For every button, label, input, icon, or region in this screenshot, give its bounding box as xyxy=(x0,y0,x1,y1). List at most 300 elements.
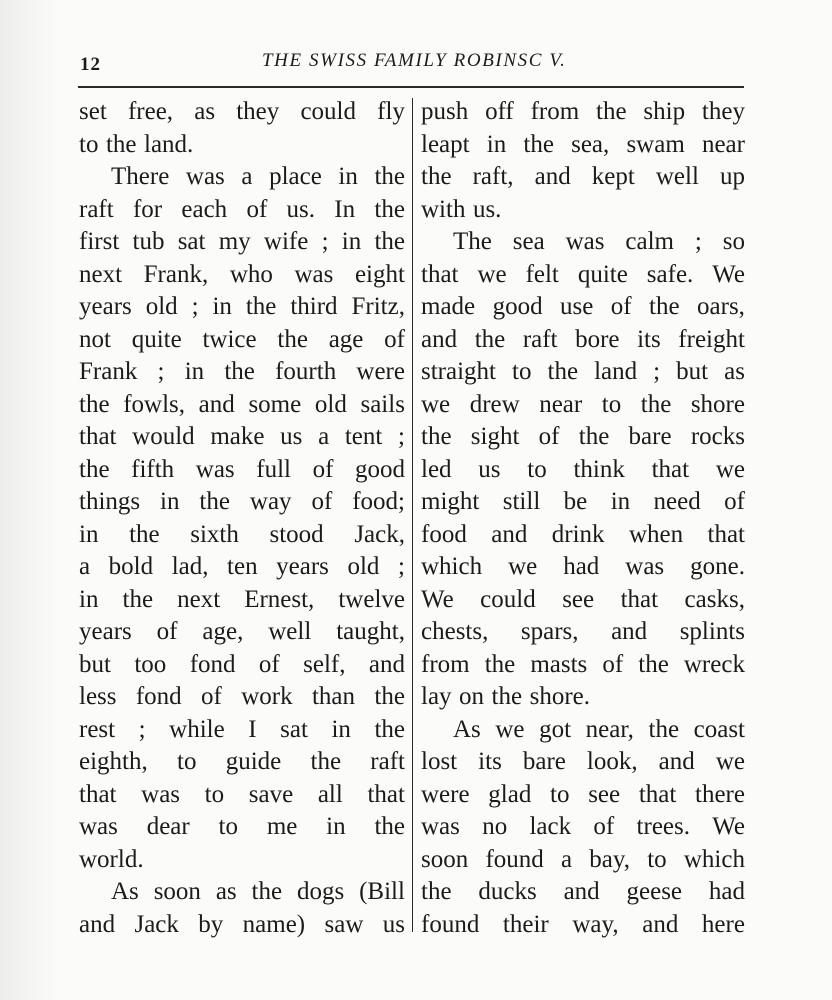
word: the xyxy=(374,228,405,255)
word: rest xyxy=(79,715,116,743)
word: to xyxy=(204,780,225,808)
word: the xyxy=(374,163,405,190)
word: be xyxy=(563,488,588,515)
word: we xyxy=(715,455,745,483)
word: use xyxy=(560,293,594,320)
word: ; xyxy=(138,715,146,743)
word: food xyxy=(421,520,467,548)
word: lack xyxy=(529,813,572,840)
word: was xyxy=(141,780,181,808)
word: led xyxy=(421,455,452,483)
word: was xyxy=(294,260,334,288)
word: was xyxy=(565,228,605,255)
word: which xyxy=(683,845,745,873)
word: felt xyxy=(525,260,559,288)
word: would xyxy=(132,423,195,450)
word: The xyxy=(453,228,492,255)
word: of xyxy=(312,455,334,483)
word: was xyxy=(79,813,118,840)
word: bay, xyxy=(589,845,631,873)
word: the xyxy=(245,293,277,320)
word: ; xyxy=(397,553,405,580)
word: near, xyxy=(585,715,634,743)
word: the xyxy=(310,748,342,775)
text-line xyxy=(421,226,745,259)
word: bold xyxy=(108,553,154,580)
word: third xyxy=(290,293,338,320)
word: the xyxy=(199,488,230,515)
text-line xyxy=(421,746,745,779)
word: was xyxy=(195,455,235,483)
text-line xyxy=(421,161,745,194)
word: glad xyxy=(488,780,532,808)
text-line xyxy=(421,356,745,389)
word: masts xyxy=(530,650,588,678)
word: things xyxy=(79,488,141,515)
word: was xyxy=(421,813,460,840)
word: good xyxy=(492,293,543,320)
text-line xyxy=(79,389,405,422)
word: the xyxy=(421,163,452,190)
text-line xyxy=(79,779,405,812)
text-line xyxy=(79,681,405,714)
word: age, xyxy=(202,618,244,645)
word: the xyxy=(484,650,516,678)
word: found xyxy=(485,845,544,873)
word: that xyxy=(421,260,459,288)
word: twice xyxy=(202,325,257,353)
word: to xyxy=(177,748,197,775)
word: We xyxy=(712,813,745,840)
word: us xyxy=(478,455,501,483)
word: Jack xyxy=(134,910,179,938)
word: still xyxy=(502,488,541,515)
word: was xyxy=(185,163,225,190)
word: of xyxy=(384,325,405,353)
word: the xyxy=(638,650,669,678)
word: wreck xyxy=(683,650,745,678)
word: Frank xyxy=(79,358,138,385)
word: in xyxy=(331,715,351,743)
right-text-column xyxy=(421,96,745,941)
text-line xyxy=(421,649,745,682)
word: while xyxy=(169,715,225,743)
word: a xyxy=(560,845,573,873)
word: think xyxy=(573,455,625,483)
word: sea, xyxy=(571,130,610,158)
word: free, xyxy=(127,98,174,125)
word: soon xyxy=(153,878,201,905)
word: and xyxy=(563,878,600,905)
word: in xyxy=(341,228,362,255)
word: each xyxy=(181,195,228,223)
word: ; xyxy=(398,423,405,450)
text-line xyxy=(421,96,745,129)
text-line xyxy=(421,909,745,942)
word: and xyxy=(491,520,528,548)
word: old xyxy=(145,293,178,320)
word: and xyxy=(658,748,695,775)
word: years xyxy=(276,553,329,580)
word: lost xyxy=(421,748,458,775)
page-edge-shadow xyxy=(0,0,60,1000)
word: twelve xyxy=(338,585,405,613)
word: geese xyxy=(626,878,683,905)
word: and xyxy=(534,163,571,190)
word: set xyxy=(79,98,107,125)
text-line xyxy=(79,519,405,552)
word: a xyxy=(241,163,253,190)
word: the xyxy=(374,683,405,710)
page-number: 12 xyxy=(80,54,101,75)
text-line xyxy=(421,844,745,877)
word: here xyxy=(701,910,745,938)
word: ; xyxy=(653,358,661,385)
word: the xyxy=(79,455,110,483)
word: some xyxy=(248,390,302,418)
text-line xyxy=(79,454,405,487)
text-line xyxy=(421,616,745,649)
word: look, xyxy=(586,748,638,775)
word: so xyxy=(722,228,745,255)
word: world. xyxy=(79,845,144,873)
word: than xyxy=(311,683,356,710)
word: We xyxy=(712,260,745,288)
word: ducks xyxy=(478,878,537,905)
word: age xyxy=(328,325,364,353)
word: me xyxy=(266,813,298,840)
text-line xyxy=(421,876,745,909)
word: self, xyxy=(303,650,346,678)
word: Jack, xyxy=(354,520,405,548)
word: of xyxy=(602,650,624,678)
text-line xyxy=(79,259,405,292)
word: bore xyxy=(575,325,620,353)
word: that xyxy=(707,520,745,548)
text-line xyxy=(421,519,745,552)
word: ten xyxy=(227,553,258,580)
word: way, xyxy=(572,910,619,938)
word: in xyxy=(160,488,180,515)
left-text-column xyxy=(79,96,405,941)
word: the xyxy=(421,878,452,905)
word: who xyxy=(229,260,273,288)
word: wife xyxy=(263,228,309,255)
word: as xyxy=(724,358,745,385)
word: dear xyxy=(146,813,190,840)
word: of xyxy=(201,683,222,710)
text-line xyxy=(421,389,745,422)
text-line xyxy=(421,551,745,584)
text-line xyxy=(79,649,405,682)
word: of xyxy=(156,618,178,645)
word: gone. xyxy=(690,553,745,580)
text-line xyxy=(421,779,745,812)
word: raft xyxy=(522,325,558,353)
word: on xyxy=(459,683,485,710)
text-line xyxy=(421,681,745,714)
word: trees. xyxy=(636,813,690,840)
word: the xyxy=(578,423,610,450)
word: save xyxy=(248,780,294,808)
word: safe. xyxy=(646,260,694,288)
text-line xyxy=(421,259,745,292)
text-line xyxy=(421,714,745,747)
word: and xyxy=(642,910,679,938)
word: as xyxy=(215,878,237,905)
word: swam xyxy=(626,130,685,158)
word: the xyxy=(277,325,308,353)
word: well xyxy=(268,618,312,645)
word: and xyxy=(611,618,648,645)
word: food; xyxy=(352,488,405,515)
word: and xyxy=(368,650,405,678)
word: name) xyxy=(242,910,306,938)
word: that xyxy=(651,455,690,483)
word: chests, xyxy=(421,618,489,645)
word: fourth xyxy=(275,358,337,385)
word: might xyxy=(421,488,480,515)
word: years xyxy=(79,618,132,645)
word: tub xyxy=(132,228,165,255)
word: and xyxy=(421,325,458,353)
word: they xyxy=(701,98,745,125)
word: well xyxy=(655,163,699,190)
word: Ernest, xyxy=(244,585,315,613)
word: that xyxy=(638,780,677,808)
word: place xyxy=(269,163,322,190)
word: as xyxy=(194,98,216,125)
word: the xyxy=(596,98,627,125)
word: we xyxy=(715,748,745,775)
word: raft xyxy=(79,195,114,223)
word: quite xyxy=(577,260,628,288)
word: to xyxy=(79,130,99,158)
word: kept xyxy=(591,163,635,190)
word: We xyxy=(421,585,454,613)
word: good xyxy=(355,455,405,483)
word: found xyxy=(421,910,480,938)
text-line xyxy=(421,811,745,844)
text-line xyxy=(79,486,405,519)
word: but xyxy=(676,358,709,385)
word: sixth xyxy=(190,520,239,548)
word: next xyxy=(177,585,221,613)
column-divider xyxy=(412,98,413,932)
word: sat xyxy=(177,228,206,255)
running-head: THE SWISS FAMILY ROBINSC V. xyxy=(262,50,567,71)
word: from xyxy=(421,650,470,678)
text-line xyxy=(79,226,405,259)
word: guide xyxy=(225,748,282,775)
word: of xyxy=(311,488,333,515)
word: the xyxy=(79,390,110,418)
word: made xyxy=(421,293,476,320)
text-line xyxy=(79,161,405,194)
word: the xyxy=(374,813,405,840)
word: had xyxy=(708,878,745,905)
word: straight xyxy=(421,358,496,385)
word: eight xyxy=(354,260,405,288)
word: that xyxy=(79,423,117,450)
word: to xyxy=(647,845,667,873)
word: with xyxy=(421,195,466,223)
word: got xyxy=(539,715,572,743)
text-line xyxy=(79,194,405,227)
word: in xyxy=(326,813,346,840)
word: in xyxy=(338,163,358,190)
word: lad, xyxy=(171,553,209,580)
word: Fritz, xyxy=(351,293,405,320)
word: sat xyxy=(280,715,308,743)
word: freight xyxy=(678,325,745,353)
word: us xyxy=(382,910,405,938)
word: by xyxy=(198,910,224,938)
word: they xyxy=(236,98,280,125)
word: no xyxy=(482,813,508,840)
word: could xyxy=(300,98,356,125)
word: the xyxy=(547,358,579,385)
word: soon xyxy=(421,845,469,873)
word: near xyxy=(701,130,745,158)
word: drew xyxy=(469,390,520,418)
text-line xyxy=(79,616,405,649)
word: to xyxy=(527,455,547,483)
word: fly xyxy=(377,98,405,125)
word: old xyxy=(314,390,347,418)
word: all xyxy=(317,780,343,808)
word: ; xyxy=(694,228,702,255)
word: too xyxy=(134,650,167,678)
word: There xyxy=(111,163,170,190)
word: next xyxy=(79,260,123,288)
text-line xyxy=(79,291,405,324)
word: were xyxy=(421,780,470,808)
word: I xyxy=(248,715,257,743)
word: in xyxy=(610,488,631,515)
text-line xyxy=(79,421,405,454)
word: of xyxy=(610,293,632,320)
word: that xyxy=(79,780,117,808)
word: (Bill xyxy=(359,878,405,905)
word: quite xyxy=(131,325,182,353)
word: ship xyxy=(643,98,686,125)
word: sails xyxy=(360,390,405,418)
word: stood xyxy=(269,520,324,548)
word: of xyxy=(246,195,268,223)
word: less xyxy=(79,683,117,710)
word: ; xyxy=(157,358,165,385)
word: fond xyxy=(189,650,236,678)
word: land xyxy=(594,358,638,385)
word: of xyxy=(258,650,280,678)
word: ; xyxy=(191,293,199,320)
word: to xyxy=(601,390,622,418)
text-line xyxy=(79,356,405,389)
word: in xyxy=(184,358,205,385)
word: dogs xyxy=(296,878,345,905)
word: old xyxy=(347,553,380,580)
word: fowls, xyxy=(123,390,186,418)
word: need xyxy=(653,488,701,515)
text-line xyxy=(421,421,745,454)
word: coast xyxy=(693,715,745,743)
word: its xyxy=(637,325,661,353)
text-line xyxy=(421,324,745,357)
word: splints xyxy=(679,618,745,645)
word: in xyxy=(79,585,99,613)
word: the xyxy=(374,715,405,743)
word: of xyxy=(593,813,615,840)
word: lay xyxy=(421,683,452,710)
word: the xyxy=(105,130,137,158)
word: to xyxy=(550,780,570,808)
text-line xyxy=(421,291,745,324)
word: fifth xyxy=(131,455,175,483)
word: rocks xyxy=(690,423,745,450)
word: the xyxy=(122,585,154,613)
word: its xyxy=(478,748,502,775)
word: a xyxy=(318,423,330,450)
word: near xyxy=(539,390,583,418)
word: in xyxy=(79,520,99,548)
word: not xyxy=(79,325,111,353)
text-line xyxy=(421,486,745,519)
word: make xyxy=(210,423,265,450)
word: us. xyxy=(286,195,316,223)
text-line xyxy=(79,584,405,617)
word: saw xyxy=(324,910,364,938)
text-line xyxy=(79,324,405,357)
word: In xyxy=(334,195,356,223)
word: which xyxy=(421,553,483,580)
word: their xyxy=(502,910,549,938)
word: drink xyxy=(551,520,605,548)
text-line xyxy=(79,909,405,942)
word: to xyxy=(218,813,238,840)
text-line xyxy=(421,129,745,162)
word: but xyxy=(79,650,111,678)
text-line xyxy=(421,584,745,617)
word: that xyxy=(367,780,405,808)
word: had xyxy=(563,553,600,580)
word: when xyxy=(628,520,684,548)
word: us. xyxy=(472,195,502,223)
word: Frank, xyxy=(143,260,209,288)
word: shore xyxy=(690,390,745,418)
word: ; xyxy=(321,228,329,255)
word: raft, xyxy=(472,163,514,190)
word: oars, xyxy=(697,293,745,320)
word: and xyxy=(198,390,235,418)
text-line xyxy=(79,129,405,162)
text-line xyxy=(79,96,405,129)
word: bare xyxy=(522,748,566,775)
text-line xyxy=(421,454,745,487)
word: was xyxy=(625,553,665,580)
text-line xyxy=(79,551,405,584)
word: As xyxy=(453,715,481,743)
word: sea xyxy=(512,228,545,255)
word: eighth, xyxy=(79,748,148,775)
word: shore. xyxy=(529,683,590,710)
word: my xyxy=(218,228,251,255)
word: the xyxy=(251,878,283,905)
word: from xyxy=(530,98,580,125)
word: in xyxy=(486,130,507,158)
word: see xyxy=(562,585,595,613)
word: we xyxy=(477,260,507,288)
